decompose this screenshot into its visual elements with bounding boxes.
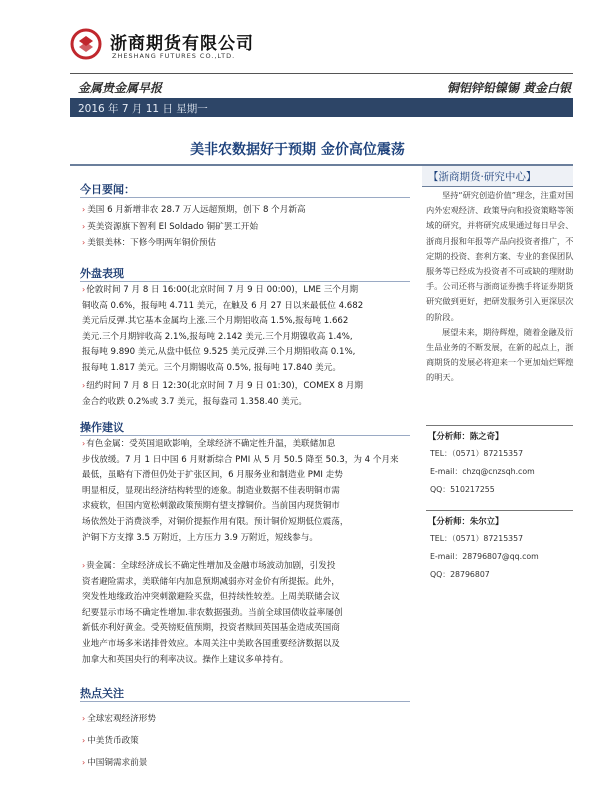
overseas-paragraph-lme: ›伦敦时间 7 月 8 日 16:00(北京时间 7 月 9 日 00:00)，LME 三个月期 铜收高 0.6%，报每吨 4.711 美元，在触及 6 月 27 日以来最低位 4.682 美元后反弹.其它基本金属均上涨.三个月期铝收高 1.5%,报每吨 1.662 美元.三个月期锌收高 2.1%,报每吨 2.142 美元.三个月期镍收高 1.4%, 报每吨 9.890 美元,从盘中低位 9.525 美元反弹.三个月期铅收高 0.1%, 报每吨 1.817 美元。三个月期锡收高 0.5%, 报每吨 17.840 美元。 xyxy=(82,285,364,373)
list-item: › 全球宏观经济形势 xyxy=(82,714,156,724)
analyst-name: 【分析师：陈之奇】 xyxy=(428,431,504,441)
analyst-qq: QQ：510217255 xyxy=(430,485,495,494)
advice-paragraph-base-metals: ›有色金属：受英国退欧影响，全球经济不确定性升温，美联储加息 步伐放缓。7 月 1 日中国 6 月财新综合 PMI 从 5 月 50.5 降至 50.3，为 4 个月来 最低，虽略有下滑但仍处于扩张区间，6 月服务业和制造业 PMI 走势 明显相反，显现出经济结构转型的迹象。制造业数据不佳表明铜市需 求疲软，但国内宽松刺激政策预期有望支撑铜价。当前国内现货铜市 场依然处于消费淡季，对铜价提振作用有限。预计铜价短期低位震荡， 沪铜下方支撑 3.5 万附近，上方压力 3.9 万附近，短线参与。 xyxy=(82,439,399,543)
section-title-hot: 热点关注 xyxy=(80,687,124,700)
research-center-divider xyxy=(422,186,573,187)
analyst-divider xyxy=(426,510,573,511)
brand-name-english: ZHESHANG FUTURES CO.,LTD. xyxy=(112,52,236,60)
analyst-name: 【分析师：朱尔立】 xyxy=(428,516,504,526)
analyst-divider xyxy=(426,425,573,426)
analyst-tel: TEL：（0571）87215357 xyxy=(430,534,524,543)
research-center-title: 【浙商期货·研究中心】 xyxy=(428,171,537,183)
date-bar xyxy=(70,98,573,117)
section-title-overseas: 外盘表现 xyxy=(80,267,124,280)
header-divider xyxy=(70,73,573,74)
overseas-paragraph-comex: ›纽约时间 7 月 8 日 12:30(北京时间 7 月 9 日 01:30)，COMEX 8 月期 金合约收跌 0.2%或 3.7 美元，报每盎司 1.358.40 美元。 xyxy=(82,381,363,407)
list-item: › 中国铜需求前景 xyxy=(82,758,148,768)
brand-name: 浙商期货有限公司 xyxy=(110,34,254,54)
analyst-email: E-mail：28796807@qq.com xyxy=(430,552,539,561)
section-title-news: 今日要闻： xyxy=(80,183,135,196)
report-date: 2016 年 7 月 11 日 星期一 xyxy=(78,103,208,115)
research-center-text: 坚持“研究创造价值”理念，注重对国内外宏观经济、政策导向和投资策略等领域的研究，并将研究成果通过每日早会、浙商月报和年报等产品向投资者推广，不定期的投资、套利方案、专业的套保团队服务等已经成为投资者不可或缺的理财助手。公司还将与浙商证券携手将证券期货研究做到更好，把研发服务引入更深层次的阶段。 展望未来，期待辉煌，随着金融及衍生品业务的不断发展，在新的起点上，浙商期货的发展必将迎来一个更加灿烂辉煌的明天。 xyxy=(426,190,574,383)
analyst-tel: TEL：（0571）87215357 xyxy=(430,449,524,458)
section-divider xyxy=(80,701,410,702)
section-title-advice: 操作建议 xyxy=(80,421,124,434)
news-list xyxy=(82,202,306,252)
analyst-qq: QQ：28796807 xyxy=(430,570,490,579)
hot-list xyxy=(82,708,156,774)
list-item: › 中美货币政策 xyxy=(82,736,139,746)
report-title: 金属贵金属早报 xyxy=(78,81,163,95)
section-divider xyxy=(80,197,410,198)
list-item: › 美国 6 月新增非农 28.7 万人远超预期，创下 8 个月新高 xyxy=(82,205,306,215)
metals-list: 铜铝锌铅镍锡 黄金白银 xyxy=(446,81,571,95)
headline: 美非农数据好于预期 金价高位震荡 xyxy=(190,142,405,158)
list-item: › 英美资源旗下智利 El Soldado 铜矿罢工开始 xyxy=(82,221,259,232)
list-item: › 美银美林：下修今明两年铜价预估 xyxy=(82,238,217,248)
analyst-email: E-mail：chzq@cnzsqh.com xyxy=(430,467,535,476)
company-logo xyxy=(70,28,102,60)
advice-paragraph-precious-metals: ›贵金属：全球经济成长不确定性增加及金融市场波动加剧，引发投 资者避险需求，美联储年内加息预期减弱亦对金价有所提振。此外， 突发性地缘政治冲突刺激避险买盘，但持续性较差。上周美联储会议 纪要显示市场不确定性增加.非农数据强劲。当前全球国债收益率屡创 新低亦利好黄金。受英镑贬值预期，投资者赎回英国基金造成英国商 业地产市场多米诺排骨效应。本周关注中美欧各国重要经济数据以及 加拿大和英国央行的利率决议。操作上建议多单持有。 xyxy=(82,561,343,665)
